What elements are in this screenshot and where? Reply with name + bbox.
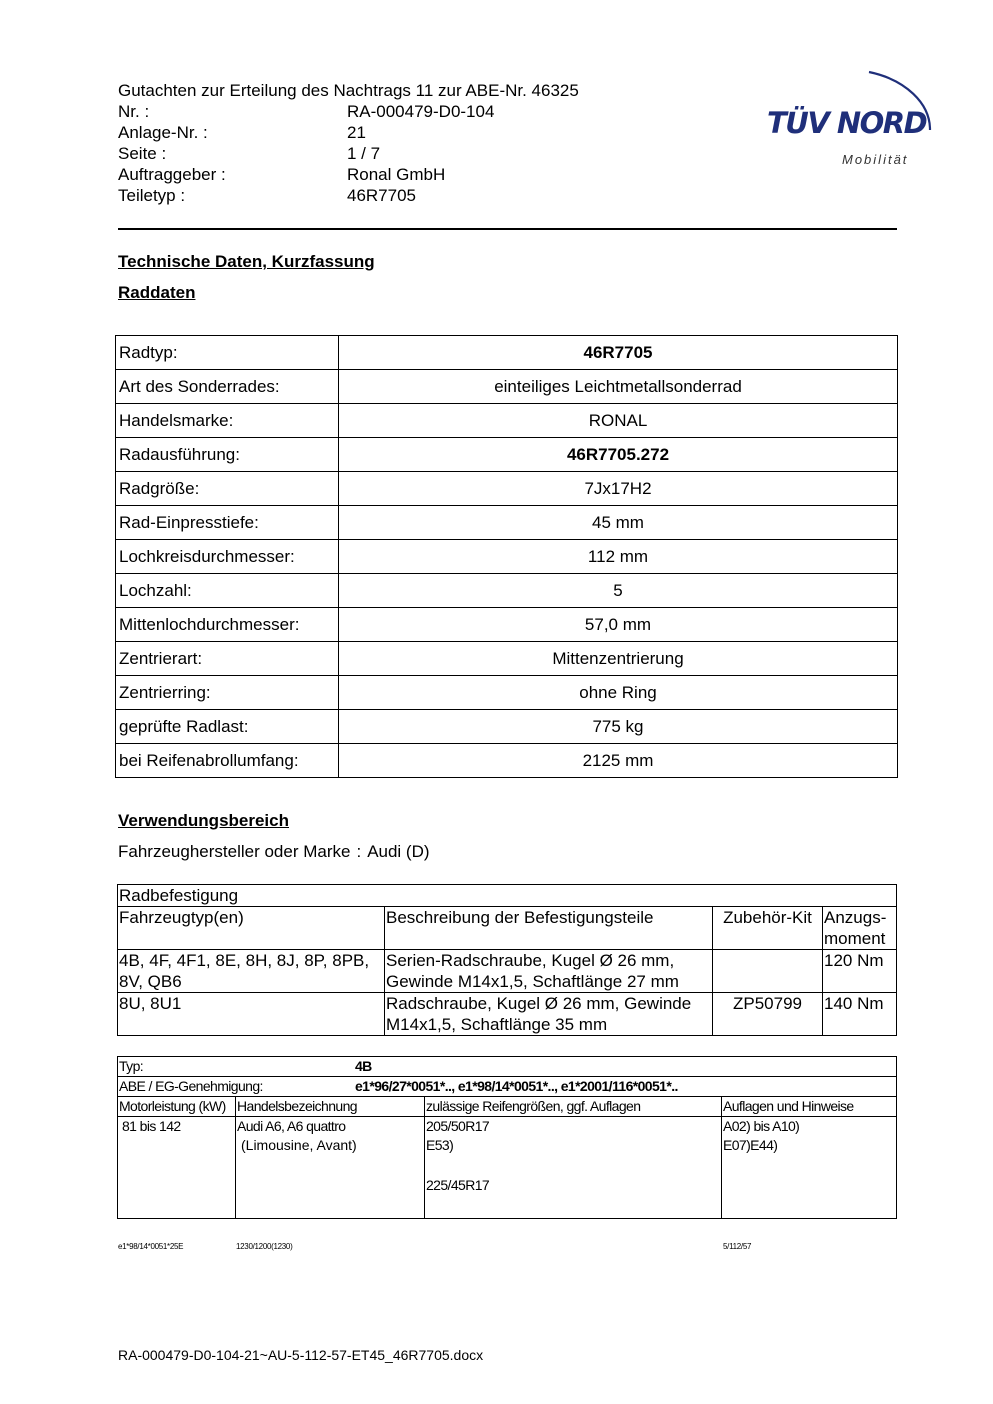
- type-label: Typ:: [119, 1058, 144, 1074]
- document-header: [118, 80, 579, 206]
- table-cell-label: Rad-Einpresstiefe:: [116, 506, 339, 540]
- kit-cell: [713, 950, 823, 993]
- header-label: Nr. :: [118, 102, 150, 121]
- vehicle-types-cell: 8U, 8U1: [118, 993, 385, 1036]
- table-cell-label: bei Reifenabrollumfang:: [116, 744, 339, 778]
- table-row: [116, 744, 898, 778]
- approval-label: ABE / EG-Genehmigung:: [119, 1078, 263, 1094]
- column-header: Fahrzeugtyp(en): [118, 907, 385, 950]
- fastening-title: Radbefestigung: [118, 885, 897, 907]
- logo-subtitle: Mobilität: [842, 152, 909, 167]
- table-cell-value: 45 mm: [339, 506, 898, 540]
- torque-cell: 120 Nm: [823, 950, 897, 993]
- column-header: Beschreibung der Befestigungsteile: [385, 907, 713, 950]
- section-heading-wheel: Raddaten: [118, 283, 196, 302]
- column-header: Zubehör-Kit: [713, 907, 823, 950]
- tuev-nord-logo: [764, 58, 940, 173]
- manufacturer-label: Fahrzeughersteller oder Marke: [118, 842, 351, 861]
- table-row: [118, 1057, 897, 1077]
- table-row: [116, 370, 898, 404]
- table-cell-value: 112 mm: [339, 540, 898, 574]
- type-row-cell: [118, 1057, 897, 1077]
- table-row: [118, 950, 897, 993]
- section-heading-usage: Verwendungsbereich: [118, 811, 289, 830]
- table-row: [116, 710, 898, 744]
- wheel-data-table: [115, 335, 898, 778]
- notes-line: A02) bis A10): [723, 1118, 800, 1134]
- document-title: Gutachten zur Erteilung des Nachtrags 11 zur ABE-Nr. 46325: [118, 81, 579, 100]
- table-cell-label: Mittenlochdurchmesser:: [116, 608, 339, 642]
- footnote-loads: 1230/1200(1230): [236, 1242, 293, 1251]
- header-label: Auftraggeber :: [118, 165, 226, 184]
- tire-sizes-cell: [425, 1117, 722, 1219]
- header-value: 46R7705: [347, 186, 417, 205]
- tire-size: 205/50R17: [426, 1118, 490, 1134]
- type-value: 4B: [355, 1058, 372, 1074]
- table-row: [116, 438, 898, 472]
- table-row: [116, 608, 898, 642]
- table-cell-label: Zentrierring:: [116, 676, 339, 710]
- table-cell-value: 46R7705: [339, 336, 898, 370]
- header-field: [118, 185, 579, 206]
- tire-size-note: E53): [426, 1137, 454, 1153]
- header-field: [118, 101, 579, 122]
- notes-cell: [722, 1117, 897, 1219]
- table-header-row: [118, 1097, 897, 1117]
- tire-size: 225/45R17: [426, 1177, 490, 1193]
- column-header: zulässige Reifengrößen, ggf. Auflagen: [425, 1097, 722, 1117]
- header-label: Teiletyp :: [118, 186, 186, 205]
- manufacturer-separator: :: [356, 842, 362, 861]
- header-field: [118, 122, 579, 143]
- footnote-approval: e1*98/14*0051*25E: [118, 1242, 184, 1251]
- footnote-pattern: 5/112/57: [723, 1242, 752, 1251]
- manufacturer-line: [118, 842, 436, 862]
- trade-name: Audi A6, A6 quattro: [237, 1118, 346, 1134]
- table-cell-label: Art des Sonderrades:: [116, 370, 339, 404]
- vehicle-types-cell: 4B, 4F, 4F1, 8E, 8H, 8J, 8P, 8PB, 8V, QB6: [118, 950, 385, 993]
- table-row: [116, 540, 898, 574]
- table-header-row: [118, 907, 897, 950]
- table-row: [116, 676, 898, 710]
- column-header: Anzugs-moment: [823, 907, 897, 950]
- fastening-table: [117, 884, 897, 1036]
- column-header: Motorleistung (kW): [118, 1097, 236, 1117]
- table-cell-value: Mittenzentrierung: [339, 642, 898, 676]
- header-value: 1 / 7: [347, 144, 381, 163]
- kit-cell: ZP50799: [713, 993, 823, 1036]
- table-row: [118, 1117, 897, 1219]
- footer-filename: RA-000479-D0-104-21~AU-5-112-57-ET45_46R7705.docx: [118, 1347, 484, 1363]
- table-cell-label: Lochkreisdurchmesser:: [116, 540, 339, 574]
- table-row: [116, 404, 898, 438]
- table-cell-value: 7Jx17H2: [339, 472, 898, 506]
- table-cell-value: 5: [339, 574, 898, 608]
- torque-cell: 140 Nm: [823, 993, 897, 1036]
- table-row: [116, 472, 898, 506]
- table-row: [118, 1077, 897, 1097]
- notes-line: E07)E44): [723, 1137, 778, 1153]
- trade-name-variant: (Limousine, Avant): [241, 1137, 357, 1153]
- power-cell: 81 bis 142: [118, 1117, 236, 1219]
- table-cell-label: Handelsmarke:: [116, 404, 339, 438]
- table-cell-value: einteiliges Leichtmetallsonderrad: [339, 370, 898, 404]
- table-cell-label: Radausführung:: [116, 438, 339, 472]
- column-header: Handelsbezeichnung: [236, 1097, 425, 1117]
- description-cell: Radschraube, Kugel Ø 26 mm, Gewinde M14x1,5, Schaftlänge 35 mm: [385, 993, 713, 1036]
- table-cell-value: 775 kg: [339, 710, 898, 744]
- trade-name-cell: [236, 1117, 425, 1219]
- approval-value: e1*96/27*0051*.., e1*98/14*0051*.., e1*2001/116*0051*..: [355, 1078, 678, 1094]
- header-value: Ronal GmbH: [347, 165, 446, 184]
- table-cell-value: 2125 mm: [339, 744, 898, 778]
- table-cell-value: 57,0 mm: [339, 608, 898, 642]
- header-divider: [118, 228, 897, 230]
- table-row: [118, 885, 897, 907]
- table-cell-label: geprüfte Radlast:: [116, 710, 339, 744]
- approval-row-cell: [118, 1077, 897, 1097]
- header-label: Anlage-Nr. :: [118, 123, 208, 142]
- table-cell-label: Zentrierart:: [116, 642, 339, 676]
- table-cell-label: Radtyp:: [116, 336, 339, 370]
- table-row: [116, 506, 898, 540]
- header-value: RA-000479-D0-104: [347, 102, 495, 121]
- table-cell-value: 46R7705.272: [339, 438, 898, 472]
- description-cell: Serien-Radschraube, Kugel Ø 26 mm, Gewinde M14x1,5, Schaftlänge 27 mm: [385, 950, 713, 993]
- vehicle-type-table: [117, 1056, 897, 1219]
- header-field: [118, 164, 579, 185]
- table-row: [116, 642, 898, 676]
- logo-brand: TÜV NORD: [767, 106, 927, 140]
- table-cell-label: Lochzahl:: [116, 574, 339, 608]
- section-heading-technical: Technische Daten, Kurzfassung: [118, 252, 375, 271]
- table-cell-label: Radgröße:: [116, 472, 339, 506]
- table-row: [116, 336, 898, 370]
- table-row: [118, 993, 897, 1036]
- table-row: [116, 574, 898, 608]
- manufacturer-value: Audi (D): [367, 842, 430, 861]
- header-field: [118, 143, 579, 164]
- header-value: 21: [347, 123, 366, 142]
- table-cell-value: RONAL: [339, 404, 898, 438]
- column-header: Auflagen und Hinweise: [722, 1097, 897, 1117]
- table-cell-value: ohne Ring: [339, 676, 898, 710]
- header-label: Seite :: [118, 144, 167, 163]
